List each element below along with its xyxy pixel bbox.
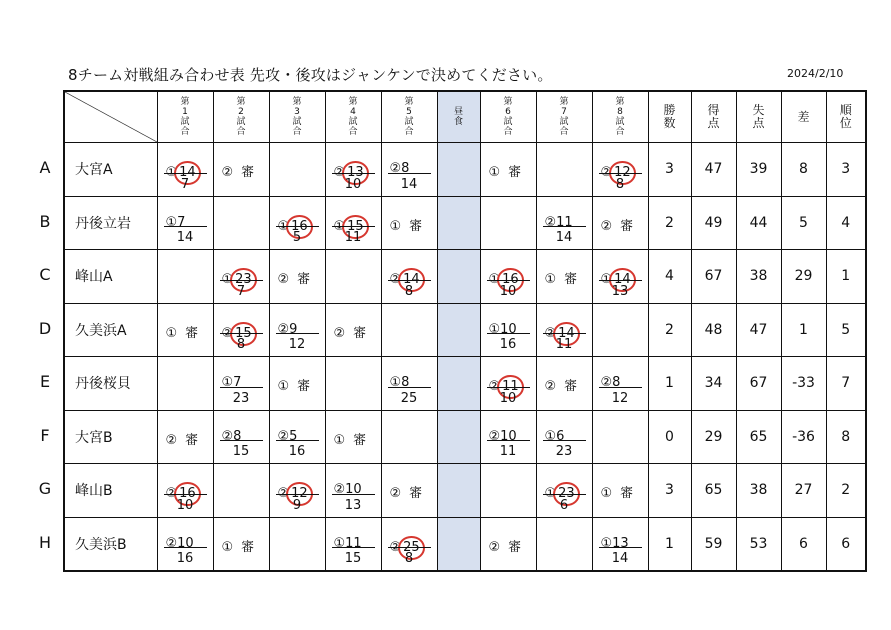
page-title: 8チーム対戦組み合わせ表 先攻・後攻はジャンケンで決めてください。 [68,66,553,84]
opponent-score: 16 [164,547,207,570]
score: 審 [564,272,578,288]
order-mark: ① [488,272,501,288]
stat-value: 34 [691,357,736,411]
opponent-score: 7 [164,173,207,196]
row-letter: C [39,265,51,284]
game-cell [592,410,648,464]
game-header: 第1試合 [157,91,213,143]
opponent-score: 15 [332,547,375,570]
table-row [64,143,866,197]
game-header: 第7試合 [536,91,592,143]
opponent-score: 12 [599,387,642,410]
opponent-score: 8 [599,173,642,196]
winning-score: 11 [497,375,524,399]
stat-value: 29 [691,410,736,464]
score: 6 [556,428,565,444]
team-name: 久美浜B [64,517,157,571]
order-mark: ① [333,432,346,448]
winning-score: 16 [497,268,524,292]
game-cell [480,143,536,197]
opponent-score: 13 [332,494,375,517]
table-row [64,357,866,411]
game-cell [157,303,213,357]
order-mark: ② [389,272,402,288]
stat-value: 6 [826,517,866,571]
stat-value: 1 [648,357,691,411]
stat-value: 8 [826,410,866,464]
game-cell [269,464,325,518]
team-name: 峰山A [64,250,157,304]
order-mark: ① [488,165,501,181]
score: 10 [345,482,362,498]
order-mark: ② [333,482,346,498]
game-cell [480,196,536,250]
lunch-cell [437,357,480,411]
order-mark: ② [277,428,290,444]
opponent-score: 6 [543,494,586,517]
table-row [64,196,866,250]
game-header: 第6試合 [480,91,536,143]
winning-score: 14 [553,322,580,346]
game-cell [536,196,592,250]
winning-score: 14 [398,268,425,292]
lunch-cell [437,410,480,464]
game-cell [157,517,213,571]
match-table [63,90,867,572]
team-name: 峰山B [64,464,157,518]
game-cell [269,303,325,357]
order-mark: ① [165,325,178,341]
score: 審 [564,379,578,395]
game-cell [157,250,213,304]
stat-value: 5 [781,196,826,250]
opponent-score: 16 [276,440,319,463]
score: 7 [177,214,186,230]
opponent-score: 23 [220,387,263,410]
stat-value: 27 [781,464,826,518]
score: 審 [620,218,634,234]
game-cell [536,464,592,518]
score: 審 [353,432,367,448]
game-cell [592,303,648,357]
game-header: 第8試合 [592,91,648,143]
order-mark: ① [221,375,234,391]
game-cell [536,357,592,411]
game-cell [269,250,325,304]
opponent-score: 5 [276,226,319,249]
opponent-score: 14 [164,226,207,249]
game-cell [157,410,213,464]
stat-value: 2 [826,464,866,518]
game-cell [480,464,536,518]
score: 審 [508,165,522,181]
game-cell [213,410,269,464]
stat-value: 1 [781,303,826,357]
game-cell [213,303,269,357]
game-cell [213,357,269,411]
winning-score: 12 [609,161,636,185]
table-row [64,410,866,464]
stat-header: 勝数 [648,91,691,143]
stat-value: 5 [826,303,866,357]
score: 審 [185,432,199,448]
team-name: 大宮A [64,143,157,197]
game-cell [269,357,325,411]
table-row [64,303,866,357]
opponent-score: 8 [388,547,431,570]
stat-value: 38 [736,464,781,518]
winning-score: 25 [398,536,425,560]
stat-value: 65 [736,410,781,464]
game-header: 第4試合 [325,91,381,143]
stat-value: 3 [648,464,691,518]
row-letter: H [38,532,52,552]
stat-value: 3 [826,143,866,197]
stat-value: 1 [826,250,866,304]
order-mark: ② [389,539,402,555]
order-mark: ② [277,272,290,288]
score: 10 [500,428,517,444]
order-mark: ① [333,218,346,234]
game-cell [536,410,592,464]
row-letter: F [40,425,50,445]
stat-value: 67 [691,250,736,304]
score: 審 [241,539,255,555]
opponent-score: 11 [487,440,530,463]
game-cell [536,303,592,357]
game-cell [325,196,381,250]
game-cell [381,303,437,357]
score: 9 [289,321,298,337]
order-mark: ② [277,321,290,337]
score: 審 [409,218,423,234]
game-cell [381,517,437,571]
stat-value: 38 [736,250,781,304]
stat-value: 67 [736,357,781,411]
lunch-cell [437,517,480,571]
stat-header: 差 [781,91,826,143]
game-cell [381,357,437,411]
game-cell [157,464,213,518]
game-cell [480,517,536,571]
game-cell [213,250,269,304]
winning-score: 15 [230,322,257,346]
game-cell [269,410,325,464]
game-cell [213,517,269,571]
score: 審 [620,486,634,502]
game-header: 第5試合 [381,91,437,143]
order-mark: ① [600,486,613,502]
stat-value: 47 [736,303,781,357]
stat-value: 1 [648,517,691,571]
winning-score: 13 [342,161,369,185]
game-cell [536,517,592,571]
game-cell [536,250,592,304]
game-cell [157,143,213,197]
lunch-header: 昼食 [437,91,480,143]
lunch-cell [437,143,480,197]
opponent-score: 14 [599,547,642,570]
order-mark: ① [165,165,178,181]
game-cell [381,464,437,518]
game-cell [213,196,269,250]
row-letter: A [39,158,51,177]
team-name: 丹後立岩 [64,196,157,250]
order-mark: ② [165,432,178,448]
order-mark: ② [221,165,234,181]
game-cell [213,143,269,197]
order-mark: ② [488,428,501,444]
game-cell [325,303,381,357]
game-cell [592,517,648,571]
game-cell [325,250,381,304]
winning-score: 16 [174,482,201,506]
opponent-score: 10 [332,173,375,196]
opponent-score: 10 [487,280,530,303]
stat-value: 2 [648,303,691,357]
score: 10 [177,535,194,551]
game-cell [592,464,648,518]
order-mark: ② [600,218,613,234]
order-mark: ① [221,539,234,555]
score: 5 [289,428,298,444]
stat-value: 39 [736,143,781,197]
order-mark: ① [165,214,178,230]
opponent-score: 15 [220,440,263,463]
game-cell [381,410,437,464]
team-name: 久美浜A [64,303,157,357]
order-mark: ② [544,325,557,341]
stat-value: 3 [648,143,691,197]
order-mark: ② [165,535,178,551]
order-mark: ① [488,321,501,337]
score: 13 [612,535,629,551]
lunch-cell [437,464,480,518]
order-mark: ① [277,379,290,395]
order-mark: ① [389,375,402,391]
game-cell [480,250,536,304]
row-letter: E [39,372,51,391]
stat-value: 44 [736,196,781,250]
stat-value: 49 [691,196,736,250]
order-mark: ② [277,486,290,502]
order-mark: ② [488,539,501,555]
opponent-score: 23 [543,440,586,463]
winning-score: 15 [342,215,369,239]
game-cell [592,357,648,411]
game-cell [381,143,437,197]
stat-value: 29 [781,250,826,304]
stat-header: 失点 [736,91,781,143]
opponent-score: 10 [487,387,530,410]
stat-value: 4 [826,196,866,250]
stat-value: 59 [691,517,736,571]
order-mark: ② [165,486,178,502]
game-cell [381,196,437,250]
stat-value: -36 [781,410,826,464]
opponent-score: 25 [388,387,431,410]
opponent-score: 8 [388,280,431,303]
stat-value: 6 [781,517,826,571]
opponent-score: 13 [599,280,642,303]
row-letter: G [38,479,52,498]
table-row [64,250,866,304]
opponent-score: 11 [332,226,375,249]
stat-value: 7 [826,357,866,411]
game-cell [381,250,437,304]
stat-value: 4 [648,250,691,304]
opponent-score: 8 [220,333,263,356]
game-cell [325,410,381,464]
score: 審 [508,539,522,555]
order-mark: ② [600,375,613,391]
opponent-score: 12 [276,333,319,356]
stat-value: 48 [691,303,736,357]
winning-score: 12 [286,482,313,506]
opponent-score: 9 [276,494,319,517]
score: 8 [233,428,242,444]
game-cell [592,196,648,250]
stat-header: 順位 [826,91,866,143]
score: 7 [233,375,242,391]
winning-score: 23 [230,268,257,292]
stat-value: 53 [736,517,781,571]
opponent-score: 10 [164,494,207,517]
game-cell [480,410,536,464]
game-cell [213,464,269,518]
stat-value: 0 [648,410,691,464]
order-mark: ① [544,272,557,288]
stat-value: 47 [691,143,736,197]
lunch-cell [437,250,480,304]
game-cell [269,196,325,250]
score: 11 [556,214,573,230]
game-cell [157,196,213,250]
score: 審 [353,325,367,341]
lunch-cell [437,303,480,357]
stat-value: 65 [691,464,736,518]
game-header: 第3試合 [269,91,325,143]
corner-cell [64,91,157,143]
order-mark: ② [389,161,402,177]
opponent-score: 11 [543,333,586,356]
team-name: 丹後桜貝 [64,357,157,411]
row-letter: B [39,211,51,231]
stat-header: 得点 [691,91,736,143]
score: 審 [241,165,255,181]
order-mark: ② [544,214,557,230]
opponent-score: 16 [487,333,530,356]
order-mark: ① [389,218,402,234]
opponent-score: 14 [543,226,586,249]
winning-score: 16 [286,215,313,239]
score: 10 [500,321,517,337]
stat-value: -33 [781,357,826,411]
date-label: 2024/2/10 [787,67,844,80]
lunch-cell [437,196,480,250]
stat-value: 2 [648,196,691,250]
order-mark: ② [333,165,346,181]
order-mark: ② [389,486,402,502]
game-cell [325,143,381,197]
game-cell [536,143,592,197]
winning-score: 14 [609,268,636,292]
score: 審 [297,272,311,288]
game-cell [480,357,536,411]
score: 8 [401,375,410,391]
order-mark: ② [221,325,234,341]
stat-value: 8 [781,143,826,197]
winning-score: 23 [553,482,580,506]
order-mark: ① [277,218,290,234]
game-cell [325,517,381,571]
order-mark: ② [488,379,501,395]
game-cell [325,357,381,411]
game-cell [269,517,325,571]
game-cell [325,464,381,518]
game-cell [269,143,325,197]
table-row [64,517,866,571]
order-mark: ② [600,165,613,181]
score: 審 [185,325,199,341]
order-mark: ① [544,486,557,502]
opponent-score: 14 [388,173,431,196]
order-mark: ② [221,428,234,444]
order-mark: ② [544,379,557,395]
order-mark: ① [600,272,613,288]
order-mark: ① [221,272,234,288]
row-letter: D [38,318,52,338]
score: 審 [409,486,423,502]
opponent-score: 7 [220,280,263,303]
score: 8 [612,375,621,391]
game-cell [480,303,536,357]
game-cell [157,357,213,411]
game-cell [592,143,648,197]
order-mark: ① [333,535,346,551]
table-row [64,464,866,518]
winning-score: 14 [174,161,201,185]
team-name: 大宮B [64,410,157,464]
score: 11 [345,535,362,551]
game-cell [592,250,648,304]
score: 審 [297,379,311,395]
score: 8 [401,161,410,177]
order-mark: ① [544,428,557,444]
order-mark: ① [600,535,613,551]
game-header: 第2試合 [213,91,269,143]
order-mark: ② [333,325,346,341]
